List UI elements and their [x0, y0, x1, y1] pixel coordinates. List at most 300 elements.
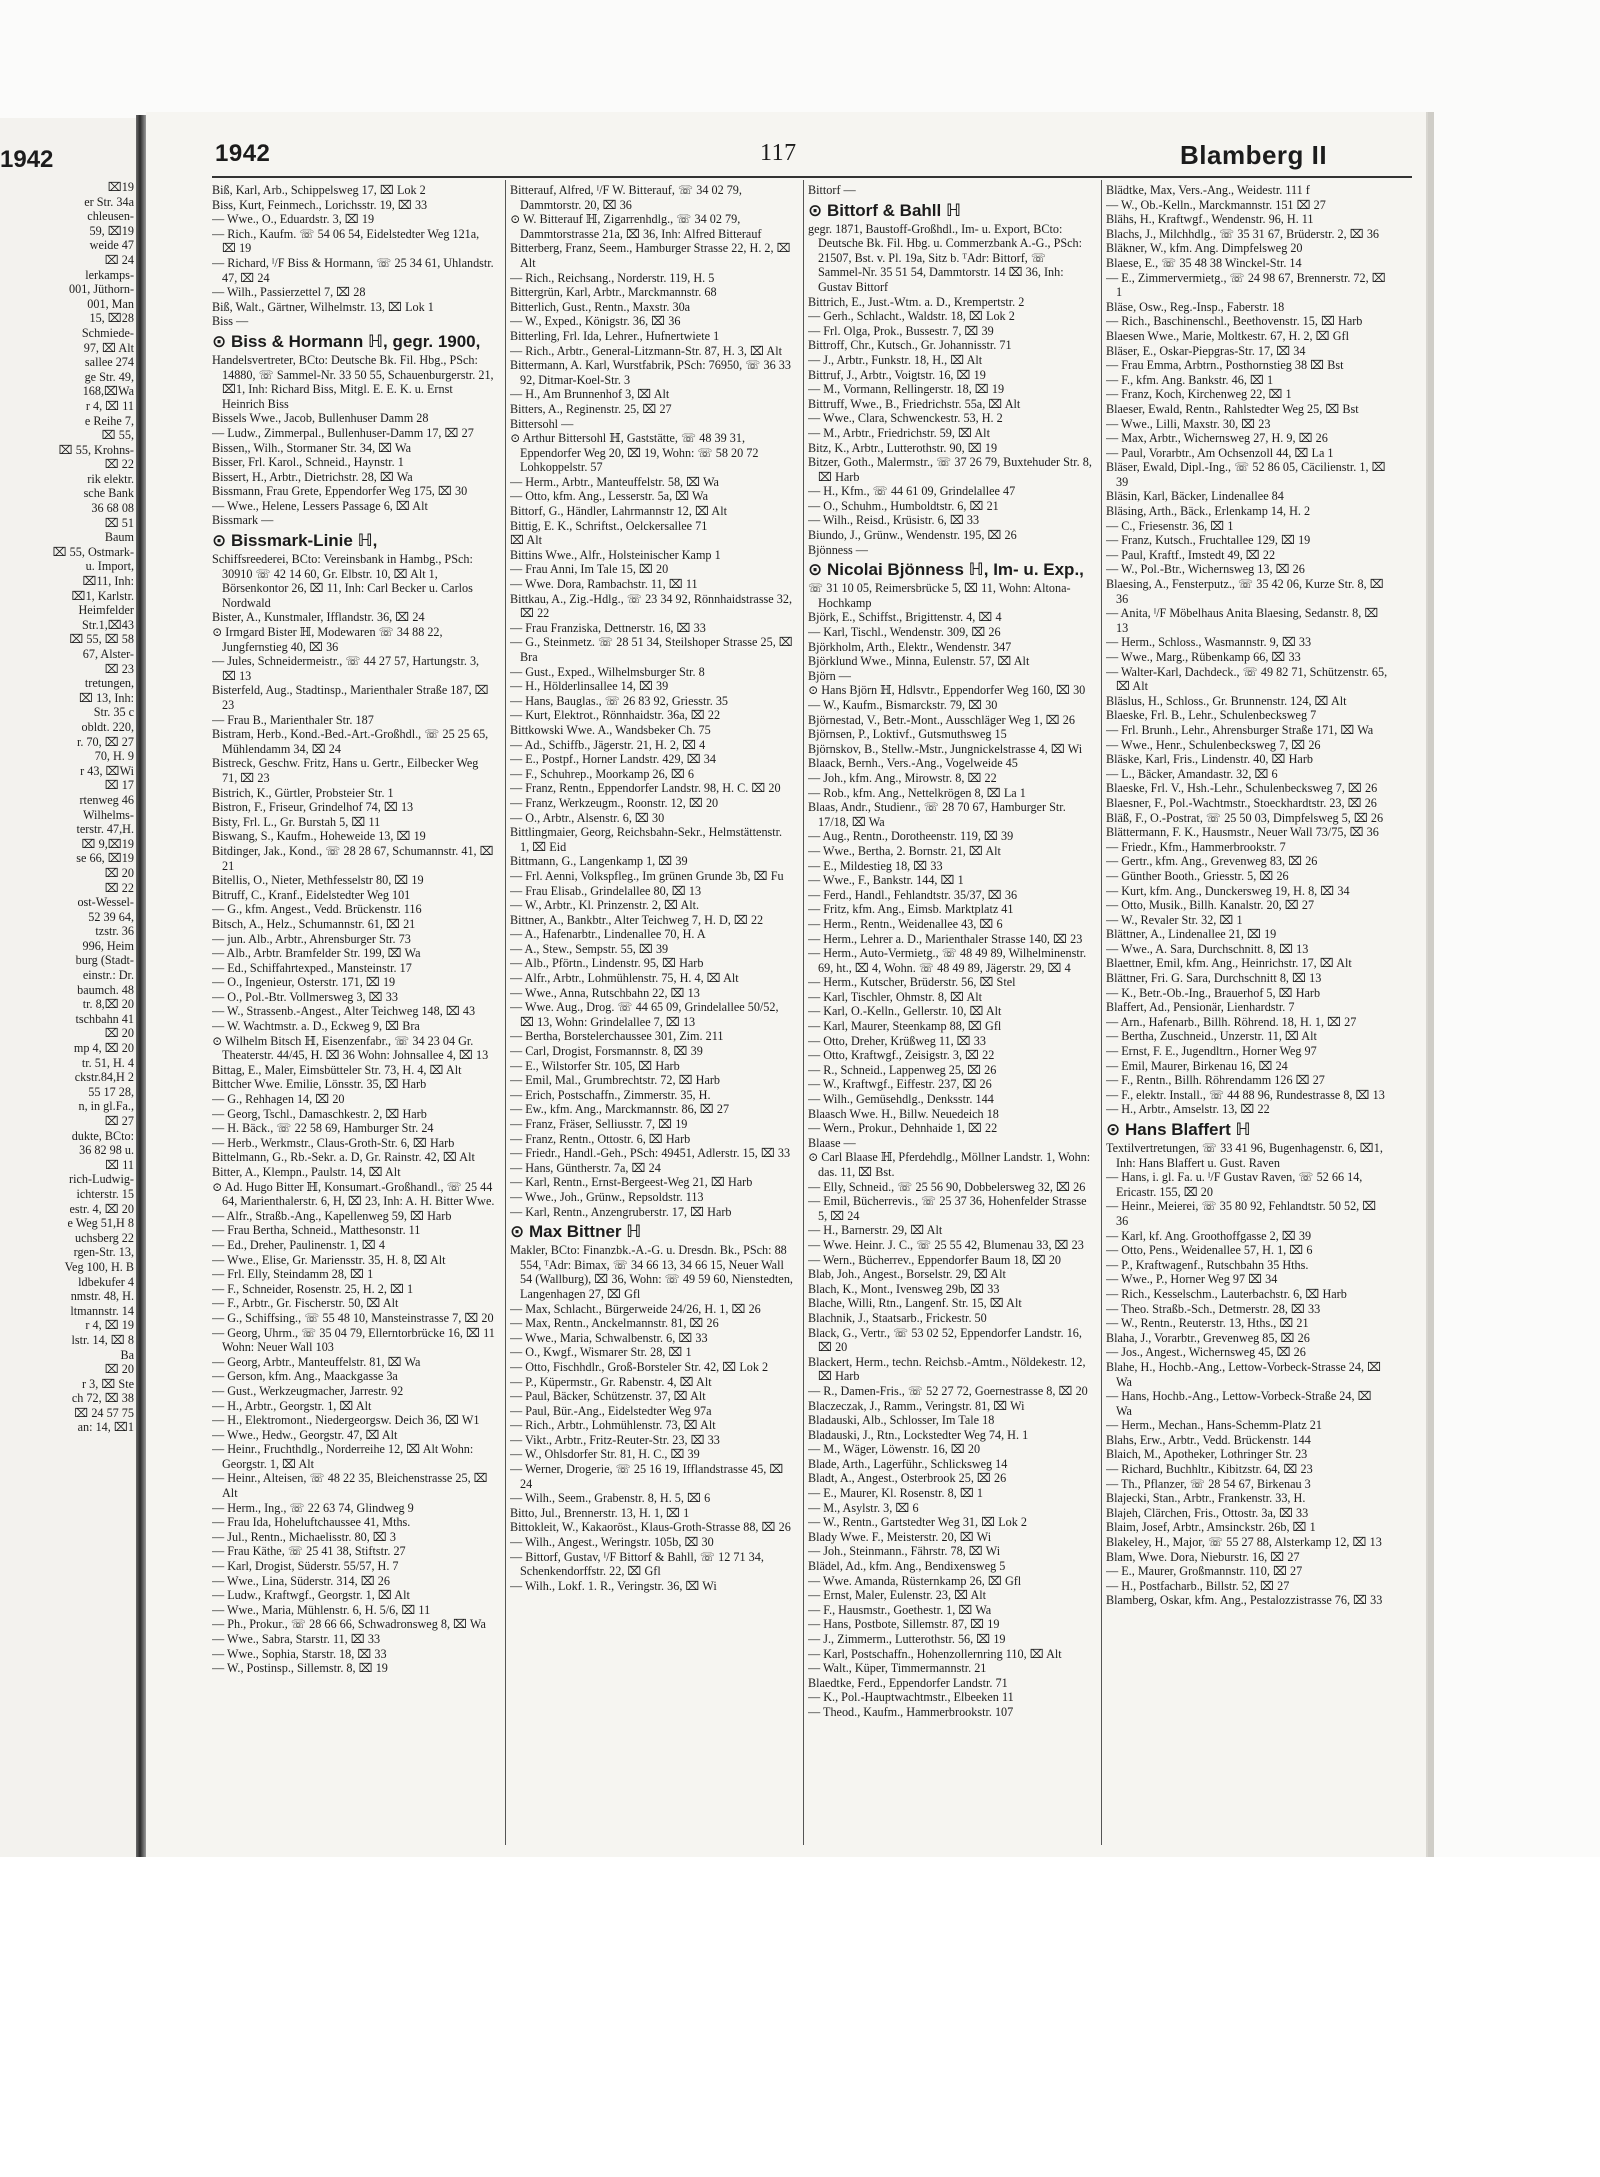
directory-entry: — O., Kwgf., Wismarer Str. 28, ⌧ 1: [510, 1345, 692, 1360]
previous-page-line: ⌧ 51: [104, 515, 134, 530]
directory-entry: Blachs, J., Milchhdlg., ☏ 35 31 67, Brüderstr. 2, ⌧ 36: [1106, 226, 1380, 241]
directory-entry: — Friedr., Kfm., Hammerbrookstr. 7: [1106, 839, 1286, 854]
directory-entry: — W., Revaler Str. 32, ⌧ 1: [1106, 912, 1243, 927]
directory-entry: — Wwe., Lina, Süderstr. 314, ⌧ 26: [212, 1573, 390, 1588]
previous-page-line: Schmiede-: [81, 325, 134, 340]
previous-page-line: ⌧ 55, ⌧ 58: [69, 632, 134, 647]
directory-entry: Bittergrün, Karl, Arbtr., Marckmannstr. 68: [510, 285, 717, 300]
directory-entry: — Bittorf, Gustav, ᴵ/F Bittorf & Bahll, ☏ 12 71 34, Schenkendorffstr. 22, ⌧ Gfl: [510, 1549, 764, 1579]
directory-entry: Blade, Arth., Lagerführ., Schlicksweg 14: [808, 1456, 1008, 1471]
directory-entry: — Herm., Mechan., Hans-Schemm-Platz 21: [1106, 1418, 1322, 1433]
directory-entry: Bittlingmaier, Georg, Reichsbahn-Sekr., Helmstättenstr. 1, ⌧ Eid: [510, 825, 783, 854]
directory-entry: — Jules, Schneidermeistr., ☏ 44 27 57, Hartungstr. 3, ⌧ 13: [212, 654, 480, 683]
previous-page-line: 67, Alster-: [82, 647, 134, 661]
directory-entry: — M., Arbtr., Friedrichstr. 59, ⌧ Alt: [808, 425, 990, 440]
directory-entry: Björnsen, P., Loktivf., Gutsmuthsweg 15: [808, 727, 1007, 742]
previous-page-line: 001, Jüthorn-: [69, 282, 134, 297]
directory-entry: Blädel, Ad., kfm. Ang., Bendixensweg 5: [808, 1559, 1006, 1574]
directory-entry: Blaesen Wwe., Marie, Moltkestr. 67, H. 2, ⌧ Gfl: [1106, 328, 1349, 343]
directory-entry: — Bertha, Borstelerchaussee 301, Zim. 211: [510, 1029, 724, 1044]
directory-entry: — Herm., Lehrer a. D., Marienthaler Strasse 140, ⌧ 23: [808, 931, 1083, 946]
directory-entry: Biss —: [212, 314, 249, 329]
directory-entry: — F., Hausmstr., Goethestr. 1, ⌧ Wa: [808, 1602, 992, 1617]
directory-entry: — Rich., Kaufm. ☏ 54 06 54, Eidelstedter Weg 121a, ⌧ 19: [212, 226, 480, 256]
directory-entry: Bisty, Frl. L., Gr. Burstah 5, ⌧ 11: [212, 814, 381, 829]
previous-page-line: Ba: [120, 1347, 134, 1362]
directory-entry: Bittrich, E., Just.-Wtm. a. D., Krempertstr. 2: [808, 294, 1025, 309]
directory-entry: Blaich, M., Apotheker, Lothringer Str. 23: [1106, 1447, 1308, 1462]
directory-entry: — Franz, Fräser, Selliusstr. 7, ⌧ 19: [510, 1117, 688, 1131]
directory-entry: — Wwe., F., Bankstr. 144, ⌧ 1: [808, 873, 964, 888]
directory-entry: — J., Arbtr., Funkstr. 18, H., ⌧ Alt: [808, 352, 983, 367]
previous-page-line: tr. 51, H. 4: [81, 1055, 134, 1070]
directory-entry: — G., Steinmetz. ☏ 28 51 34, Steilshoper Strasse 25, ⌧ Bra: [510, 635, 793, 664]
directory-entry: — Heinr., Alteisen, ☏ 48 22 35, Bleichenstrasse 25, ⌧ Alt: [212, 1471, 488, 1501]
directory-entry: — H., Elektromont., Niedergeorgsw. Deich 36, ⌧ W1: [212, 1413, 480, 1428]
directory-entry: — Frau Käthe, ☏ 25 41 38, Stiftstr. 27: [212, 1544, 406, 1559]
directory-entry: — Karl, Postschaffn., Hohenzollernring 110, ⌧ Alt: [808, 1646, 1062, 1661]
directory-entry: — Wilh., Reisd., Krüsistr. 6, ⌧ 33: [808, 513, 980, 528]
previous-page-line: lstr. 14, ⌧ 8: [71, 1332, 134, 1347]
directory-entry: — F., elektr. Install., ☏ 44 88 96, Rundestrasse 8, ⌧ 13: [1106, 1087, 1385, 1102]
directory-entry: — Hans, Hochb.-Ang., Lettow-Vorbeck-Straße 24, ⌧ Wa: [1106, 1389, 1372, 1418]
directory-entry: — G., kfm. Angest., Vedd. Brückenstr. 116: [212, 902, 422, 917]
previous-page-line: rgen-Str. 13,: [73, 1245, 134, 1260]
directory-entry: — Herm., Schloss., Wasmannstr. 9, ⌧ 33: [1106, 635, 1312, 650]
directory-entry: — E., Wilstorfer Str. 105, ⌧ Harb: [510, 1058, 680, 1073]
column-rule: [1101, 180, 1102, 1845]
directory-entry: — Hans, Güntherstr. 7a, ⌧ 24: [510, 1160, 661, 1175]
previous-page-line: ⌧ 27: [104, 1114, 134, 1128]
directory-entry: — Franz, Rentn., Eppendorfer Landstr. 98, H. C. ⌧ 20: [510, 781, 781, 796]
directory-entry: — Frau B., Marienthaler Str. 187: [212, 712, 374, 727]
directory-entry: Blaesner, F., Pol.-Wachtmstr., Stoeckhardtstr. 23, ⌧ 26: [1106, 795, 1377, 810]
directory-entry: — G., Schiffsing., ☏ 55 48 10, Mansteinstrasse 7, ⌧ 20: [212, 1310, 494, 1325]
directory-entry: — Herm., Ing., ☏ 22 63 74, Glindweg 9: [212, 1500, 414, 1515]
previous-page-line: ⌧ 17: [104, 778, 134, 793]
previous-page-line: weide 47: [89, 238, 134, 253]
directory-entry: Bittcher Wwe. Emilie, Lönsstr. 35, ⌧ Harb: [212, 1077, 427, 1092]
previous-page-line: uchsberg 22: [74, 1230, 134, 1245]
firm-heading: ⊙ Nicolai Bjönness ℍ, Im- u. Exp.,: [808, 560, 1084, 580]
directory-entry: — W., Ob.-Kelln., Marckmannstr. 151 ⌧ 27: [1106, 197, 1326, 212]
column-2: [510, 183, 794, 1843]
directory-entry: — Otto, Pens., Weidenallee 57, H. 1, ⌧ 6: [1106, 1243, 1313, 1258]
directory-entry: — K., Pol.-Hauptwachtmstr., Elbeeken 11: [808, 1690, 1014, 1705]
directory-entry: — E., Maurer, Kl. Rosenstr. 8, ⌧ 1: [808, 1486, 984, 1501]
directory-entry: Bläß, F., O.-Postrat, ☏ 25 50 03, Dimpfelsweg 5, ⌧ 26: [1106, 810, 1384, 825]
directory-entry: — Wwe., Elise, Gr. Mariensstr. 35, H. 8, ⌧ Alt: [212, 1252, 446, 1267]
directory-entry: Blachnik, J., Staatsarb., Frickestr. 50: [808, 1310, 987, 1325]
directory-entry: — E., Postpf., Horner Landstr. 429, ⌧ 34: [510, 752, 716, 767]
directory-entry: — Karl, Tischl., Wendenstr. 309, ⌧ 26: [808, 625, 1001, 640]
directory-entry: — Frau Anni, Im Tale 15, ⌧ 20: [510, 562, 669, 577]
directory-entry: — Wilh., Passierzettel 7, ⌧ 28: [212, 285, 366, 300]
directory-entry: — Walter-Karl, Dachdeck., ☏ 49 82 71, Schützenstr. 65, ⌧ Alt: [1106, 664, 1388, 694]
directory-entry: — Wern., Bücherrev., Eppendorfer Baum 18, ⌧ 20: [808, 1252, 1062, 1267]
directory-entry: — Karl, Drogist, Süderstr. 55/57, H. 7: [212, 1559, 399, 1574]
directory-entry: — Gust., Exped., Wilhelmsburger Str. 8: [510, 664, 705, 679]
directory-entry: Bitterlich, Gust., Rentn., Maxstr. 30a: [510, 299, 691, 314]
directory-entry: — Wwe. Dora, Rambachstr. 11, ⌧ 11: [510, 577, 698, 592]
previous-page-line: nmstr. 48, H.: [70, 1289, 134, 1304]
directory-entry: Bittruff, Wwe., B., Friedrichstr. 55a, ⌧ Alt: [808, 396, 1021, 411]
directory-entry: — Frl. Aenni, Volkspfleg., Im grünen Grunde 3b, ⌧ Fu: [510, 868, 784, 883]
directory-entry: Bisser, Frl. Karol., Schneid., Haynstr. 1: [212, 455, 404, 470]
directory-entry: Bisterfeld, Aug., Stadtinsp., Marienthaler Straße 187, ⌧ 23: [212, 683, 489, 712]
directory-entry: — H. Bäck., ☏ 22 58 69, Hamburger Str. 24: [212, 1121, 434, 1136]
directory-entry: Blam, Wwe. Dora, Nieburstr. 16, ⌧ 27: [1106, 1549, 1300, 1564]
directory-entry: — Wilh., Lokf. 1. R., Veringstr. 36, ⌧ Wi: [510, 1578, 717, 1593]
previous-page-line: burg (Stadt-: [75, 953, 134, 968]
previous-page-line: r 4, ⌧ 11: [85, 398, 134, 413]
directory-entry: — Theo. Straßb.-Sch., Detmerstr. 28, ⌧ 33: [1106, 1301, 1321, 1316]
directory-entry: Bittorf —: [808, 183, 856, 197]
directory-entry: Bitterberg, Franz, Seem., Hamburger Strasse 22, H. 2, ⌧ Alt: [510, 241, 791, 270]
directory-entry: — G., Rehhagen 14, ⌧ 20: [212, 1092, 345, 1107]
directory-entry: — Herm., Auto-Vermietg., ☏ 48 49 89, Wilhelminenstr. 69, ht., ⌧ 4, Wohn. ☏ 48 49 89, Jägerstr. 29, ⌧ 4: [808, 946, 1087, 975]
previous-page-line: r 43, ⌧Wi: [80, 763, 134, 778]
previous-page-line: ldbekufer 4: [78, 1274, 134, 1289]
directory-entry: — W., Kraftwgf., Eiffestr. 237, ⌧ 26: [808, 1077, 992, 1092]
directory-entry: — F., Rentn., Billh. Röhrendamm 126 ⌧ 27: [1106, 1073, 1325, 1088]
previous-page-line: rich-Ludwig-: [69, 1172, 134, 1187]
directory-entry: — F., Schuhrep., Moorkamp 26, ⌧ 6: [510, 766, 695, 781]
directory-entry: Blättner, A., Lindenallee 21, ⌧ 19: [1106, 927, 1277, 942]
previous-page-line: tzstr. 36: [95, 924, 134, 939]
directory-entry: — Jos., Angest., Wichernsweg 45, ⌧ 26: [1106, 1345, 1306, 1360]
directory-entry: Bladt, A., Angest., Osterbrook 25, ⌧ 26: [808, 1471, 1007, 1486]
directory-entry: Bläse, Osw., Reg.-Insp., Faberstr. 18: [1106, 299, 1285, 314]
directory-entry: — A., Stew., Sempstr. 55, ⌧ 39: [510, 941, 669, 956]
directory-entry: Blaese, E., ☏ 35 48 38 Winckel-Str. 14: [1106, 255, 1302, 270]
page-edge: [1428, 112, 1434, 1857]
directory-entry: Bladauski, J., Rtn., Lockstedter Weg 74, H. 1: [808, 1427, 1029, 1442]
directory-entry: — W., Rentn., Reuterstr. 13, Hths., ⌧ 21: [1106, 1316, 1309, 1331]
previous-page-line: ⌧ 11: [105, 1157, 134, 1172]
column-3: [808, 183, 1092, 1843]
directory-entry: — Emil, Mal., Grumbrechtstr. 72, ⌧ Harb: [510, 1073, 721, 1088]
directory-entry: — P., Kraftwagenf., Rutschbahn 35 Hths.: [1106, 1257, 1309, 1272]
directory-entry: — Hans, i. gl. Fa. u. ᴵ/F Gustav Raven, ☏ 52 66 14, Ericastr. 155, ⌧ 20: [1106, 1170, 1363, 1199]
directory-entry: — Wwe. Aug., Drog. ☏ 44 65 09, Grindelallee 50/52, ⌧ 13, Wohn: Grindelallee 7, ⌧ 13: [510, 1000, 779, 1029]
directory-entry: — Karl, Rentn., Ernst-Bergeest-Weg 21, ⌧ Harb: [510, 1175, 753, 1190]
directory-entry: Blamberg, Oskar, kfm. Ang., Pestalozzistrasse 76, ⌧ 33: [1106, 1593, 1383, 1608]
directory-entry: — Joh., kfm. Ang., Mirowstr. 8, ⌧ 22: [808, 770, 997, 785]
directory-entry: — Paul, Kraftf., Imstedt 49, ⌧ 22: [1106, 547, 1276, 562]
directory-entry: — Rich., Baschinenschl., Beethovenstr. 15, ⌧ Harb: [1106, 314, 1363, 329]
previous-page-strip: [0, 118, 138, 1863]
directory-entry: — H., Arbtr., Georgstr. 1, ⌧ Alt: [212, 1398, 372, 1413]
previous-page-line: an: 14, ⌧1: [77, 1420, 134, 1435]
directory-entry: — Georg, Tschl., Damaschkestr. 2, ⌧ Harb: [212, 1106, 427, 1121]
directory-entry: Bittkau, A., Zig.-Hdlg., ☏ 23 34 92, Rönnhaidstrasse 32, ⌧ 22: [510, 591, 792, 621]
directory-entry: Blahs, Erw., Arbtr., Vedd. Brückenstr. 144: [1106, 1432, 1311, 1447]
directory-entry: Bladauski, Alb., Schlosser, Im Tale 18: [808, 1413, 995, 1428]
previous-page-line: rtenweg 46: [79, 792, 134, 807]
directory-entry: — K., Betr.-Ob.-Ing., Brauerhof 5, ⌧ Harb: [1106, 985, 1321, 1000]
directory-entry: — Aug., Rentn., Dorotheenstr. 119, ⌧ 39: [808, 829, 1014, 844]
page-bottom-margin: [0, 1857, 1600, 2177]
directory-entry: — Gerson, kfm. Ang., Maackgasse 3a: [212, 1369, 398, 1384]
previous-page-line: estr. 4, ⌧ 20: [69, 1201, 134, 1216]
directory-entry: — Werner, Drogerie, ☏ 25 16 19, Ifflandstrasse 45, ⌧ 24: [510, 1462, 784, 1491]
directory-entry: ⊙ Irmgard Bister ℍ, Modewaren ☏ 34 88 22, Jungfernstieg 40, ⌧ 36: [212, 625, 443, 654]
previous-page-line: er Str. 34a: [84, 194, 134, 209]
directory-entry: — W., Strassenb.-Angest., Alter Teichweg 148, ⌧ 43: [212, 1004, 476, 1019]
directory-entry: — R., Schneid., Lappenweg 25, ⌧ 26: [808, 1062, 997, 1077]
directory-entry: — E., Mildestieg 18, ⌧ 33: [808, 858, 943, 873]
directory-entry: — Herm., Arbtr., Manteuffelstr. 58, ⌧ Wa: [510, 474, 719, 489]
previous-page-line: Heimfelder: [78, 603, 134, 618]
directory-entry: Textilvertretungen, ☏ 33 41 96, Bugenhagenstr. 6, ⌧1, Inh: Hans Blaffert u. Gust. Raven: [1106, 1141, 1383, 1170]
directory-entry: — Frl. Olga, Prok., Bussestr. 7, ⌧ 39: [808, 323, 994, 338]
directory-entry: Bitterling, Frl. Ida, Lehrer., Hufnertwiete 1: [510, 328, 720, 343]
running-header-year: 1942: [215, 140, 271, 167]
directory-entry: Blaasch Wwe. H., Billw. Neuedeich 18: [808, 1106, 999, 1121]
directory-entry: — Otto, kfm. Ang., Lesserstr. 5a, ⌧ Wa: [510, 489, 708, 504]
directory-entry: Blaack, Bernh., Vers.-Ang., Vogelweide 45: [808, 756, 1018, 771]
directory-entry: — M., Vormann, Rellingerstr. 18, ⌧ 19: [808, 382, 1005, 397]
previous-page-line: ⌧ 13, Inh:: [78, 690, 134, 705]
directory-entry: — Friedr., Handl.-Geh., PSch: 49451, Adlerstr. 15, ⌧ 33: [510, 1146, 791, 1161]
directory-entry: — Herm., Kutscher, Brüderstr. 56, ⌧ Stel: [808, 975, 1016, 990]
directory-entry: — F., Schneider, Rosenstr. 25, H. 2, ⌧ 1: [212, 1281, 414, 1296]
directory-entry: — H., Hölderlinsallee 14, ⌧ 39: [510, 679, 669, 694]
directory-entry: Blaeser, Ewald, Rentn., Rahlstedter Weg 25, ⌧ Bst: [1106, 401, 1359, 416]
directory-entry: — Gust., Werkzeugmacher, Jarrestr. 92: [212, 1383, 404, 1398]
directory-entry: — Otto, Kraftwgf., Zeisigstr. 3, ⌧ 22: [808, 1048, 995, 1063]
previous-page-header: 1942: [0, 146, 54, 173]
directory-entry: Blättermann, F. K., Hausmstr., Neuer Wall 73/75, ⌧ 36: [1106, 825, 1379, 840]
directory-entry: — Herm., Rentn., Weidenallee 43, ⌧ 6: [808, 916, 1003, 931]
directory-entry: — Carl, Drogist, Forsmannstr. 8, ⌧ 39: [510, 1044, 703, 1059]
previous-page-line: ⌧ 20: [104, 1026, 134, 1041]
directory-entry: Blackert, Herm., techn. Reichsb.-Amtm., Nöldekestr. 12, ⌧ Harb: [808, 1354, 1086, 1384]
directory-entry: Bitter, A., Klempn., Paulstr. 14, ⌧ Alt: [212, 1165, 401, 1179]
directory-entry: Bittorf, G., Händler, Lahrmannstr 12, ⌧ Alt: [510, 504, 727, 519]
directory-entry: — Heinr., Fruchthdlg., Norderreihe 12, ⌧ Alt Wohn: Georgstr. 1, ⌧ Alt: [212, 1442, 474, 1471]
directory-entry: ⊙ Carl Blaase ℍ, Pferdehdlg., Möllner Landstr. 1, Wohn: das. 11, ⌧ Bst.: [808, 1150, 1091, 1179]
previous-page-line: 36 82 98 u.: [79, 1143, 134, 1158]
previous-page-line: 52 39 64,: [88, 909, 134, 924]
directory-entry: — H., Barnerstr. 29, ⌧ Alt: [808, 1223, 943, 1238]
previous-page-line: ⌧1, Karlstr.: [71, 588, 134, 603]
previous-page-line: lerkamps-: [85, 267, 134, 282]
directory-entry: — Wwe., Maria, Mühlenstr. 6, H. 5/6, ⌧ 11: [212, 1602, 431, 1617]
directory-entry: — Herb., Werkmstr., Claus-Groth-Str. 6, ⌧ Harb: [212, 1135, 455, 1150]
directory-entry: — H., Kfm., ☏ 44 61 09, Grindelallee 47: [808, 484, 1016, 499]
running-header-name: Blamberg II: [1180, 140, 1328, 170]
directory-entry: — Arn., Hafenarb., Billh. Röhrend. 18, H. 1, ⌧ 27: [1106, 1014, 1357, 1029]
directory-entry: — Karl, kf. Ang. Groothoffgasse 2, ⌧ 39: [1106, 1228, 1312, 1243]
directory-entry: ☏ 31 10 05, Reimersbrücke 5, ⌧ 11, Wohn: Altona-Hochkamp: [808, 581, 1071, 610]
header-rule: [212, 176, 1412, 178]
directory-entry: — Ed., Dreher, Paulinenstr. 1, ⌧ 4: [212, 1237, 385, 1252]
directory-entry: — W., Arbtr., Kl. Prinzenstr. 2, ⌧ Alt.: [510, 898, 700, 913]
previous-page-line: Baum: [104, 530, 134, 545]
directory-entry: — O., Pol.-Btr. Vollmersweg 3, ⌧ 33: [212, 989, 398, 1004]
directory-entry: — A., Hafenarbtr., Lindenallee 70, H. A: [510, 927, 706, 942]
directory-entry: ⊙ Wilhelm Bitsch ℍ, Eisenzenfabr., ☏ 34 23 04 Gr. Theaterstr. 44/45, H. ⌧ 36 Wohn: Johnsallee 4, ⌧ 13: [212, 1033, 489, 1063]
directory-entry: — Heinr., Meierei, ☏ 35 80 92, Fehlandtstr. 50 52, ⌧ 36: [1106, 1199, 1377, 1228]
directory-entry: — Rich., Arbtr., Lohmühlenstr. 73, ⌧ Alt: [510, 1418, 716, 1433]
directory-entry: — J., Zimmerm., Lutterothstr. 56, ⌧ 19: [808, 1632, 1006, 1646]
directory-entry: — Franz, Werkzeugm., Roonstr. 12, ⌧ 20: [510, 795, 719, 810]
directory-entry: — O., Schuhm., Humboldtstr. 6, ⌧ 21: [808, 498, 999, 513]
directory-entry: — Erich, Postschaffn., Zimmerstr. 35, H.: [510, 1087, 711, 1102]
directory-entry: — M., Wäger, Löwenstr. 16, ⌧ 20: [808, 1442, 981, 1457]
previous-page-line: ge Str. 49,: [84, 369, 134, 384]
book-gutter: [136, 115, 146, 1870]
directory-entry: Blady Wwe. F., Meisterstr. 20, ⌧ Wi: [808, 1529, 992, 1544]
firm-heading: ⊙ Hans Blaffert ℍ: [1106, 1120, 1251, 1139]
directory-entry: Bitters, A., Reginenstr. 25, ⌧ 27: [510, 401, 672, 416]
column-rule: [505, 180, 506, 1845]
previous-page-line: einstr.: Dr.: [82, 968, 134, 983]
directory-entry: Bissmann, Frau Grete, Eppendorfer Weg 175, ⌧ 30: [212, 484, 468, 499]
directory-entry: Björkholm, Arth., Elektr., Wendenstr. 347: [808, 639, 1012, 654]
directory-entry: — Richard, ᴵ/F Biss & Hormann, ☏ 25 34 61, Uhlandstr. 47, ⌧ 24: [212, 255, 494, 285]
directory-entry: — Th., Pflanzer, ☏ 28 54 67, Birkenau 3: [1106, 1476, 1311, 1491]
directory-entry: — Otto, Dreher, Krüßweg 11, ⌧ 33: [808, 1033, 986, 1048]
directory-entry: Blahe, H., Hochb.-Ang., Lettow-Vorbeck-Strasse 24, ⌧ Wa: [1106, 1359, 1382, 1389]
directory-entry: Blakeley, H., Major, ☏ 55 27 88, Alsterkamp 12, ⌧ 13: [1106, 1535, 1382, 1550]
directory-entry: Bistron, F., Friseur, Grindelhof 74, ⌧ 13: [212, 800, 414, 815]
previous-page-line: ⌧ 23: [104, 661, 134, 676]
previous-page-line: Str.1,⌧43: [82, 617, 134, 632]
directory-entry: — W., Exped., Königstr. 36, ⌧ 36: [510, 314, 681, 329]
directory-entry: — Rich., Arbtr., General-Litzmann-Str. 87, H. 3, ⌧ Alt: [510, 343, 782, 358]
directory-entry: — Hans, Bauglas., ☏ 26 83 92, Griesstr. 35: [510, 693, 729, 708]
previous-page-line: tretungen,: [84, 676, 134, 691]
directory-entry: — Hans, Postbote, Sillemstr. 87, ⌧ 19: [808, 1617, 1000, 1632]
directory-entry: Bittermann, A. Karl, Wurstfabrik, PSch: 76950, ☏ 36 33 92, Ditmar-Koel-Str. 3: [510, 358, 791, 387]
directory-entry: — W., Pol.-Btr., Wichernsweg 13, ⌧ 26: [1106, 562, 1305, 577]
directory-entry: — Wwe., Hedw., Georgstr. 47, ⌧ Alt: [212, 1427, 398, 1442]
directory-entry: — Wwe., Maria, Schwalbenstr. 6, ⌧ 33: [510, 1330, 708, 1345]
directory-entry: ⊙ Arthur Bittersohl ℍ, Gaststätte, ☏ 48 39 31, Eppendorfer Weg 20, ⌧ 19, Wohn: ☏ 58 20 72 Lohkoppelstr. 57: [510, 431, 759, 475]
directory-entry: — Wwe., Joh., Grünw., Repsoldstr. 113: [510, 1189, 704, 1204]
directory-entry: Blaas, Andr., Studienr., ☏ 28 70 67, Hamburger Str. 17/18, ⌧ Wa: [808, 800, 1066, 829]
directory-entry: Bläske, Karl, Fris., Lindenstr. 40, ⌧ Harb: [1106, 752, 1313, 767]
directory-entry: — M., Asylstr. 3, ⌧ 6: [808, 1500, 919, 1515]
previous-page-line: 15, ⌧28: [89, 311, 134, 326]
previous-page-line: obldt. 220,: [81, 719, 134, 734]
directory-entry: — Wwe., O., Eduardstr. 3, ⌧ 19: [212, 212, 375, 227]
directory-entry: — Wwe. Heinr. J. C., ☏ 25 55 42, Blumenau 33, ⌧ 23: [808, 1237, 1084, 1252]
previous-page-line: ichterstr. 15: [76, 1186, 134, 1201]
directory-entry: — Frau Elisab., Grindelallee 80, ⌧ 13: [510, 883, 702, 898]
directory-entry: — Ferd., Handl., Fehlandtstr. 35/37, ⌧ 36: [808, 887, 1018, 902]
directory-entry: — E., Zimmervermietg., ☏ 24 98 67, Brennerstr. 72, ⌧ 1: [1106, 270, 1386, 300]
previous-page-line: 55 17 28,: [88, 1084, 134, 1099]
directory-entry: Bläser, Ewald, Dipl.-Ing., ☏ 52 86 05, Cäcilienstr. 1, ⌧ 39: [1106, 460, 1386, 489]
directory-entry: — Bertha, Zuschneid., Unzerstr. 11, ⌧ Alt: [1106, 1029, 1317, 1044]
directory-entry: — Gerh., Schlacht., Waldstr. 18, ⌧ Lok 2: [808, 309, 1015, 324]
directory-entry: Blähs, H., Kraftwgf., Wendenstr. 96, H. 11: [1106, 212, 1314, 227]
directory-entry: Biswang, S., Kaufm., Hoheweide 13, ⌧ 19: [212, 829, 426, 844]
directory-entry: — Otto, Musik., Billh. Kanalstr. 20, ⌧ 27: [1106, 898, 1315, 913]
directory-entry: — W. Wachtmstr. a. D., Eckweg 9, ⌧ Bra: [212, 1019, 420, 1034]
directory-entry: Bittruf, J., Arbtr., Voigtstr. 16, ⌧ 19: [808, 367, 986, 382]
previous-page-line: sallee 274: [84, 355, 134, 370]
directory-entry: Bittmann, G., Langenkamp 1, ⌧ 39: [510, 854, 688, 869]
directory-entry: Bittersohl —: [510, 416, 574, 431]
directory-entry: Björnestad, V., Betr.-Mont., Ausschläger Weg 1, ⌧ 26: [808, 712, 1075, 727]
directory-entry: — Ernst, F. E., Jugendltrn., Horner Weg 97: [1106, 1044, 1317, 1059]
directory-entry: — Emil, Maurer, Birkenau 16, ⌧ 24: [1106, 1058, 1288, 1073]
directory-entry: Biss, Kurt, Feinmech., Lorichsstr. 19, ⌧ 33: [212, 197, 428, 212]
directory-entry: — Franz, Koch, Kirchenweg 22, ⌧ 1: [1106, 387, 1292, 402]
directory-entry: — Wwe., Lilli, Maxstr. 30, ⌧ 23: [1106, 416, 1271, 431]
directory-entry: Bister, A., Kunstmaler, Ifflandstr. 36, ⌧ 24: [212, 610, 425, 625]
directory-entry: — Ludw., Zimmerpal., Bullenhuser-Damm 17, ⌧ 27: [212, 425, 474, 440]
directory-entry: — Frau Emma, Arbtrn., Posthornstieg 38 ⌧ Bst: [1106, 358, 1344, 373]
directory-entry: — Wwe. Amanda, Rüsternkamp 26, ⌧ Gfl: [808, 1573, 1022, 1588]
previous-page-line: ⌧ 55, Krohns-: [58, 442, 134, 457]
directory-entry: — Walt., Küper, Timmermannstr. 21: [808, 1661, 987, 1676]
directory-entry: — Otto, Fischhdlr., Groß-Borsteler Str. 42, ⌧ Lok 2: [510, 1359, 769, 1374]
directory-entry: Blättner, Fri. G. Sara, Durchschnitt 8, ⌧ 13: [1106, 971, 1322, 986]
previous-page-line: 168,⌧Wa: [82, 384, 134, 399]
directory-entry: Blaffert, Ad., Pensionär, Lienhardstr. 7: [1106, 1000, 1295, 1015]
directory-entry: — W., Postinsp., Sillemstr. 8, ⌧ 19: [212, 1661, 388, 1676]
directory-entry: — jun. Alb., Arbtr., Ahrensburger Str. 73: [212, 931, 411, 946]
column-4: [1106, 183, 1390, 1843]
directory-entry: Bläslus, H., Schloss., Gr. Brunnenstr. 124, ⌧ Alt: [1106, 693, 1347, 708]
directory-entry: Biundo, J., Grünw., Wendenstr. 195, ⌧ 26: [808, 528, 1017, 543]
directory-entry: — Frau Ida, Hoheluftchaussee 41, Mths.: [212, 1515, 411, 1530]
directory-entry: — Wwe., A. Sara, Durchschnitt. 8, ⌧ 13: [1106, 941, 1309, 956]
directory-entry: Bitsch, A., Helz., Schumannstr. 61, ⌧ 21: [212, 916, 416, 931]
directory-entry: Bläsing, Arth., Bäck., Erlenkamp 14, H. 2: [1106, 504, 1311, 519]
directory-entry: — Elly, Schneid., ☏ 25 56 90, Dobbelersweg 32, ⌧ 26: [808, 1179, 1086, 1194]
directory-entry: — Frau Bertha, Schneid., Matthesonstr. 11: [212, 1223, 421, 1238]
directory-entry: — O., Ingenieur, Osterstr. 171, ⌧ 19: [212, 975, 396, 990]
directory-entry: — Gertr., kfm. Ang., Grevenweg 83, ⌧ 26: [1106, 854, 1318, 869]
directory-entry: — Ad., Schiffb., Jägerstr. 21, H. 2, ⌧ 4: [510, 737, 706, 752]
directory-entry: Bissert, H., Arbtr., Dietrichstr. 28, ⌧ Wa: [212, 469, 413, 484]
directory-entry: — Georg, Arbtr., Manteuffelstr. 81, ⌧ Wa: [212, 1354, 421, 1369]
directory-entry: — Vikt., Arbtr., Fritz-Reuter-Str. 23, ⌧ 33: [510, 1432, 720, 1447]
previous-page-line: ⌧ 24: [104, 252, 134, 267]
directory-entry: — Wwe., Sophia, Starstr. 18, ⌧ 33: [212, 1646, 387, 1661]
directory-entry: — Günther Booth., Griesstr. 5, ⌧ 26: [1106, 868, 1289, 883]
directory-entry: — Frau Franziska, Dettnerstr. 16, ⌧ 33: [510, 620, 706, 635]
directory-entry: ⊙ W. Bitterauf ℍ, Zigarrenhdlg., ☏ 34 02 79, Dammtorstrasse 21a, ⌧ 36, Inh: Alfred Bitterauf: [510, 212, 762, 241]
previous-page-line: ch 72, ⌧ 38: [71, 1391, 134, 1406]
directory-entry: — Wwe., Sabra, Starstr. 11, ⌧ 33: [212, 1632, 381, 1646]
directory-entry: — H., Postfacharb., Billstr. 52, ⌧ 27: [1106, 1578, 1290, 1593]
directory-entry: Makler, BCto: Finanzbk.-A.-G. u. Dresdn. Bk., PSch: 88 554, ᵀAdr: Bimax, ☏ 34 66 13, 34 66 15, Neuer Wall 54 (Wallburg), ⌧ 36, Wohn: ☏ 49 59 60, Nienstedten, Langenhagen 27, ⌧ Gfl: [510, 1243, 793, 1301]
previous-page-line: 36 68 08: [91, 501, 134, 516]
directory-entry: Björklund Wwe., Minna, Eulenstr. 57, ⌧ Alt: [808, 654, 1030, 669]
directory-entry: Blaedtke, Ferd., Eppendorfer Landstr. 71: [808, 1675, 1008, 1690]
directory-entry: — Wwe., Clara, Schwenckestr. 53, H. 2: [808, 411, 1003, 426]
directory-entry: — Frl. Brunh., Lehr., Ahrensburger Straße 171, ⌧ Wa: [1106, 722, 1374, 737]
directory-entry: — Anita, ᴵ/F Möbelhaus Anita Blaesing, Sedanstr. 8, ⌧ 13: [1106, 606, 1379, 635]
firm-heading: ⊙ Bissmark-Linie ℍ,: [212, 531, 378, 551]
previous-page-line: 97, ⌧ Alt: [83, 340, 134, 355]
directory-entry: Blach, K., Mont., Ivensweg 29b, ⌧ 33: [808, 1281, 1000, 1296]
directory-entry: — Ew., kfm. Ang., Marckmannstr. 86, ⌧ 27: [510, 1102, 730, 1117]
directory-entry: — Georg, Uhrm., ☏ 35 04 79, Ellerntorbrücke 16, ⌧ 11 Wohn: Neuer Wall 103: [212, 1325, 495, 1355]
directory-entry: — Ph., Prokur., ☏ 28 66 66, Schwadronsweg 8, ⌧ Wa: [212, 1617, 486, 1632]
firm-heading: ⊙ Biss & Hormann ℍ, gegr. 1900,: [212, 331, 481, 351]
directory-entry: — Ludw., Kraftwgf., Georgstr. 1, ⌧ Alt: [212, 1588, 410, 1603]
directory-entry: Blaeske, Frl. V., Hsh.-Lehr., Schulenbecksweg 7, ⌧ 26: [1106, 781, 1378, 796]
